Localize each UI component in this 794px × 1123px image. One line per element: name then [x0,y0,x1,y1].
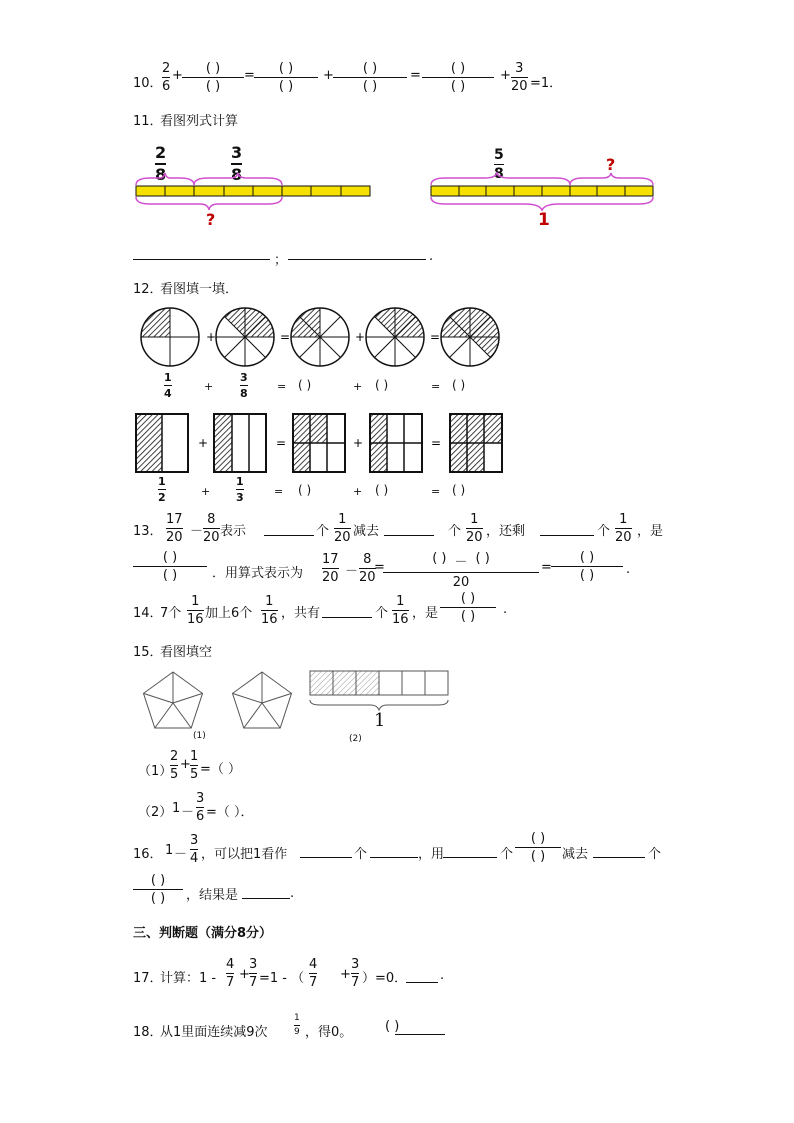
q16-text: ，用 [418,847,445,862]
q11-frac-3-8: 3 8 [231,143,243,184]
q13-num-blank-b[interactable]: ( ) [475,551,490,566]
period: . [290,886,295,901]
q12-frac-1-3: 1 3 [236,475,244,504]
q13-num-blank-a[interactable]: ( ) [432,551,447,566]
q13-frac-8-20: 8 20 [359,552,376,585]
q15-figure-label-2: (2) [349,734,362,744]
q17-frac-4-7: 4 7 [226,957,235,990]
q10-blank-frac-4[interactable]: ( ) ( ) [422,62,494,93]
plus-sign: + [323,68,334,83]
q11-frac-2-8: 2 8 [155,143,167,184]
q13-frac-8-20: 8 20 [203,512,220,545]
equals-sign: = [541,560,552,575]
q13-frac-1-20: 1 20 [466,512,483,545]
q15-answer-1-blank[interactable]: =（ ） [200,762,242,777]
period: . [440,968,445,983]
q14-frac-1-16: 1 16 [187,594,204,627]
q10-frac-2-6: 2 6 [162,61,171,94]
q10-number: 10． [133,76,163,91]
q16-text: ，结果是 [186,888,239,903]
q10-blank-frac-1[interactable]: ( ) ( ) [182,62,244,93]
q14-blank[interactable] [322,617,372,618]
svg-text:+: + [198,436,209,450]
q11-frac-5-8: 5 8 [494,147,504,182]
q13-text: ，是 [637,524,664,539]
q15-frac-2-5: 2 5 [170,749,179,782]
q12-frac-3-8: 3 8 [240,371,248,400]
q12-blank-5[interactable]: ( ) [375,483,389,497]
q17-answer-blank[interactable] [406,982,438,983]
q11-number: 11． [133,114,163,129]
q16-blank-3[interactable] [443,857,497,858]
q10-blank-frac-3[interactable]: ( ) ( ) [333,62,407,93]
section-3-title: 三、判断题（满分8分） [133,926,273,941]
equals-sign: = [274,485,284,498]
q12-blank-1[interactable]: ( ) [298,378,312,392]
q11-question-mark-right: ? [606,155,616,174]
q14-text: 个 [375,606,389,621]
q16-blank-frac-1[interactable]: ( ) ( ) [515,832,561,863]
q15-figure-label-1: (1) [193,731,206,741]
q16-blank-frac-2[interactable]: ( ) ( ) [133,874,183,905]
q17-text: 计算：1 - [160,971,217,986]
q14-frac-1-16: 1 16 [261,594,278,627]
semicolon: ； [274,253,288,268]
q13-text: ，还剩 [486,524,526,539]
q11-question-mark-left: ? [206,210,216,229]
q15-part-2-label: （2） [138,805,173,820]
q16-text: 个 [500,847,514,862]
q11-whole-one: 1 [538,210,550,230]
plus-sign: + [172,68,183,83]
svg-text:=: = [430,330,441,344]
equals-sign: = [431,485,441,498]
q15-number: 15． [133,645,163,660]
q13-frac-1-20: 1 20 [615,512,632,545]
minus-sign: － [190,524,204,539]
q13-denominator: 20 [452,575,470,590]
plus-sign: + [239,967,250,982]
equals-sign: = [277,380,287,393]
q11-bar-left [130,172,380,232]
q12-frac-1-4: 1 4 [164,371,172,400]
equals-sign: = [431,380,441,393]
q14-frac-1-16: 1 16 [392,594,409,627]
q14-text: 7个 [160,606,182,621]
plus-sign: + [180,757,191,772]
q10-equals-one: =1． [530,76,563,91]
plus-sign: + [201,485,211,498]
q13-blank-3[interactable] [540,535,594,536]
q16-blank-2[interactable] [370,857,418,858]
q15-one: 1 [172,801,181,816]
q12-blank-4[interactable]: ( ) [298,483,312,497]
q14-text: ，共有 [281,606,321,621]
q12-frac-1-2: 1 2 [158,475,166,504]
plus-sign: + [353,485,363,498]
minus-sign: － [345,564,359,579]
q12-number: 12． [133,282,163,297]
q13-frac-17-20: 17 20 [322,552,339,585]
minus-sign: － [181,805,195,820]
q15-frac-3-6: 3 6 [196,791,205,824]
period: . [503,602,508,617]
minus-sign: － [174,847,188,862]
q13-text: 个 [316,524,330,539]
q12-circle-diagram [130,300,510,375]
q17-frac-3-7: 3 7 [351,957,360,990]
svg-text:+: + [353,436,364,450]
q15-whole-one: 1 [374,710,386,731]
q18-text: ，得0。 [305,1025,353,1040]
q14-blank-frac[interactable]: ( ) ( ) [440,592,496,623]
q16-frac-3-4: 3 4 [190,833,199,866]
q17-frac-3-7: 3 7 [249,957,258,990]
q14-text: 加上6个 [205,606,253,621]
q16-blank-5[interactable] [242,898,290,899]
q13-text: 表示 [220,524,247,539]
q16-number: 16． [133,847,163,862]
q15-part-1-label: （1） [138,764,173,779]
q13-blank-1[interactable] [264,535,314,536]
q18-text: 从1里面连续减9次 [160,1025,268,1040]
q13-text: 个 [597,524,611,539]
q12-title: 看图填一填． [160,282,239,297]
minus-sign: － [454,555,468,570]
q13-frac-17-20: 17 20 [166,512,183,545]
q13-compound-fraction[interactable] [383,551,539,590]
q15-shapes [135,665,465,740]
q11-answer-blank-1[interactable] [133,259,270,260]
q13-frac-1-20: 1 20 [334,512,351,545]
q16-one: 1 [165,843,174,858]
q13-number: 13． [133,524,163,539]
plus-sign: + [340,967,351,982]
period: . [626,562,631,577]
q13-text: 减去 [353,524,380,539]
q16-text: 减去 [562,847,589,862]
q11-answer-blank-2[interactable] [288,259,426,260]
q11-title: 看图列式计算 [160,114,239,129]
q17-text: =1 - （ [259,971,305,986]
q16-text: 个 [648,847,662,862]
q12-blank-6[interactable]: ( ) [452,483,466,497]
q16-text: ，可以把1看作 [201,847,288,862]
q18-number: 18． [133,1025,163,1040]
svg-text:=: = [431,436,442,450]
q15-title: 看图填空 [160,645,213,660]
q13-blank-frac-2[interactable]: ( ) ( ) [551,551,623,582]
q16-blank-1[interactable] [300,857,352,858]
q14-number: 14． [133,606,163,621]
equals-sign: = [244,68,255,83]
equals-sign: = [410,68,421,83]
q17-frac-4-7: 4 7 [309,957,318,990]
q17-text: ）=0． [362,971,408,986]
q15-answer-2-blank[interactable]: =（ ）． [206,805,254,820]
equals-sign: = [374,560,385,575]
svg-text:=: = [280,330,291,344]
plus-sign: + [353,380,363,393]
q18-answer-blank[interactable]: ( ) [385,1019,400,1034]
q17-number: 17． [133,971,163,986]
q10-frac-3-20: 3 20 [511,61,528,94]
q12-blank-2[interactable]: ( ) [375,378,389,392]
q13-blank-2[interactable] [384,535,434,536]
q10-blank-frac-2[interactable]: ( ) ( ) [254,62,318,93]
q18-frac-1-9: 1 9 [294,1013,300,1037]
q14-text: ，是 [412,606,439,621]
svg-text:+: + [206,330,217,344]
plus-sign: + [500,68,511,83]
q13-blank-frac-1[interactable]: ( ) ( ) [133,551,207,582]
q15-frac-1-5: 1 5 [190,749,199,782]
q12-rectangle-diagram [130,408,510,478]
q13-text: 个 [448,524,462,539]
q16-blank-4[interactable] [593,857,645,858]
q13-text: ．用算式表示为 [212,566,304,581]
q12-blank-3[interactable]: ( ) [452,378,466,392]
q16-text: 个 [354,847,368,862]
svg-text:+: + [355,330,366,344]
period: . [429,249,434,264]
plus-sign: + [204,380,214,393]
svg-text:=: = [276,436,287,450]
q18-answer-underline [395,1034,445,1035]
